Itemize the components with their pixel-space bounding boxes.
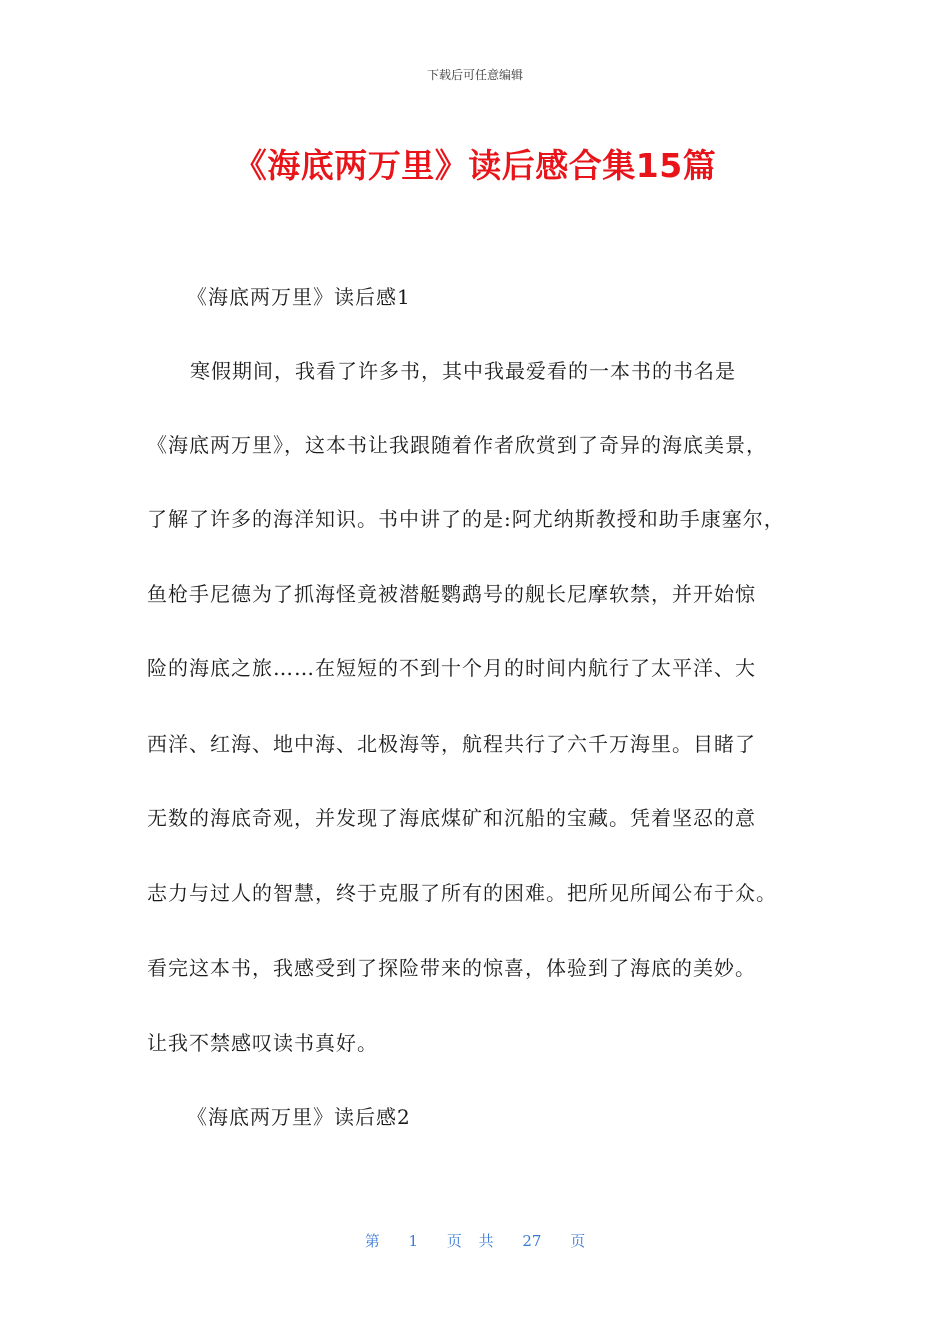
footer-total-pages: 27	[522, 1232, 542, 1250]
paragraph-line: 看完这本书，我感受到了探险带来的惊喜，体验到了海底的美妙。	[147, 956, 756, 980]
page-header-note: 下载后可任意编辑	[426, 68, 523, 82]
paragraph-line: 《海底两万里》，这本书让我跟随着作者欣赏到了奇异的海底美景，	[147, 433, 767, 457]
paragraph-line: 险的海底之旅……在短短的不到十个月的时间内航行了太平洋、大	[147, 656, 756, 680]
section-heading-1: 《海底两万里》读后感1	[187, 285, 411, 309]
footer-label-end: 页	[570, 1232, 586, 1250]
paragraph-line: 无数的海底奇观，并发现了海底煤矿和沉船的宝藏。凭着坚忍的意	[147, 806, 756, 830]
section-heading-2: 《海底两万里》读后感2	[187, 1105, 411, 1129]
paragraph-line: 寒假期间，我看了许多书，其中我最爱看的一本书的书名是	[190, 359, 736, 383]
paragraph-line: 鱼枪手尼德为了抓海怪竟被潜艇鹦鹉号的舰长尼摩软禁，并开始惊	[147, 582, 756, 606]
page-footer	[0, 1230, 950, 1251]
paragraph-line: 了解了许多的海洋知识。书中讲了的是:阿尤纳斯教授和助手康塞尔，	[147, 507, 785, 531]
footer-label-total: 页 共	[446, 1232, 494, 1250]
paragraph-line: 志力与过人的智慧，终于克服了所有的困难。把所见所闻公布于众。	[147, 881, 777, 905]
paragraph-line: 让我不禁感叹读书真好。	[147, 1031, 378, 1055]
footer-current-page: 1	[408, 1232, 419, 1250]
document-title: 《海底两万里》读后感合集15篇	[233, 146, 717, 185]
footer-label-page: 第	[364, 1232, 380, 1250]
paragraph-line: 西洋、红海、地中海、北极海等，航程共行了六千万海里。目睹了	[147, 732, 756, 756]
